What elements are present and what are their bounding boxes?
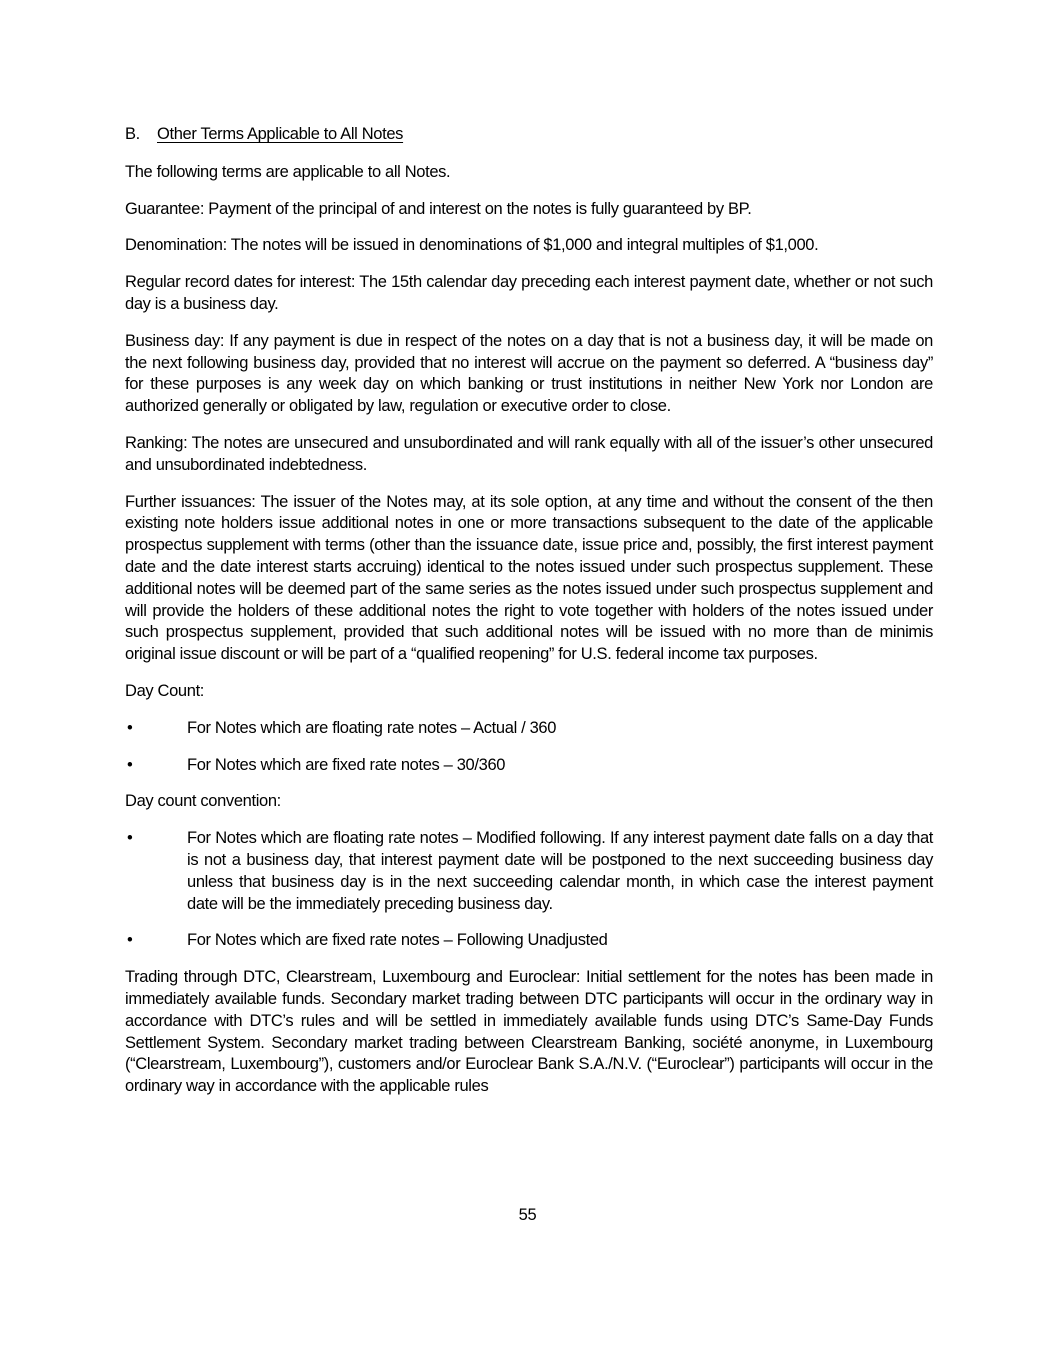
convention-bullet-fixed bbox=[125, 930, 933, 952]
trading-paragraph: Trading through DTC, Clearstream, Luxembourg and Euroclear: Initial settlement for the notes has been made in immediately available funds. Secondary market trading between DTC participants will occur in the ordinary way in accordance with DTC’s rules and will be settled in immediately available funds using DTC’s Same-Day Funds Settlement System. Secondary market trading between Clearstream Banking, société anonyme, in Luxembourg (“Clearstream, Luxembourg”), customers and/or Euroclear Bank S.A./N.V. (“Euroclear”) participants will occur in the ordinary way in accordance with the applicable rules bbox=[125, 968, 933, 1096]
ranking-paragraph: Ranking: The notes are unsecured and unsubordinated and will rank equally with all of the issuer’s other unsecured and unsubordinated indebtedness. bbox=[125, 433, 933, 474]
record-dates-paragraph: Regular record dates for interest: The 15th calendar day preceding each interest payment date, whether or not such day is a business day. bbox=[125, 273, 933, 313]
convention-bullet-floating bbox=[125, 828, 933, 915]
further-issuances-paragraph: Further issuances: The issuer of the Notes may, at its sole option, at any time and without the consent of the then existing note holders issue additional notes in one or more transactions subsequent to the date of the applicable prospectus supplement with terms (other than the issuance date, issue price and, possibly, the first interest payment date and the date interest starts accruing) identical to the notes issued under such prospectus supplement. These additional notes will be deemed part of the same series as the notes issued under such prospectus supplement and will provide the holders of these additional notes the right to vote together with holders of the notes issued under such prospectus supplement, provided that such additional notes will be issued with no more than de minimis original issue discount or will be part of a “qualified reopening” for U.S. federal income tax purposes. bbox=[125, 492, 933, 664]
bullet-icon: • bbox=[127, 718, 133, 737]
page-content bbox=[125, 124, 933, 1113]
bullet-text: For Notes which are fixed rate notes – 30/360 bbox=[187, 755, 506, 774]
section-letter: B. bbox=[125, 125, 140, 143]
bullet-text: For Notes which are fixed rate notes – Following Unadjusted bbox=[187, 931, 608, 950]
day-count-convention-label: Day count convention: bbox=[125, 792, 281, 811]
page-number: 55 bbox=[518, 1206, 537, 1224]
section-title: Other Terms Applicable to All Notes bbox=[157, 125, 404, 143]
day-count-bullet-floating bbox=[125, 718, 933, 740]
day-count-bullet-fixed bbox=[125, 755, 933, 777]
bullet-text: For Notes which are floating rate notes – Actual / 360 bbox=[187, 718, 557, 737]
denomination-paragraph: Denomination: The notes will be issued in denominations of $1,000 and integral multiples of $1,000. bbox=[125, 236, 819, 255]
intro-paragraph: The following terms are applicable to all Notes. bbox=[125, 162, 451, 181]
day-count-label: Day Count: bbox=[125, 681, 205, 700]
bullet-text: For Notes which are floating rate notes – Modified following. If any interest payment date falls on a day that is not a business day, that interest payment date will be postponed to the next succeeding business day unless that business day is in the next succeeding calendar month, in which case the interest payment date will be the immediately preceding business day. bbox=[187, 829, 933, 913]
bullet-icon: • bbox=[127, 755, 133, 774]
business-day-paragraph: Business day: If any payment is due in respect of the notes on a day that is not a business day, it will be made on the next following business day, provided that no interest will accrue on the payment so deferred. A “business day” for these purposes is any week day on which banking or trust institutions in neither New York nor London are authorized generally or obligated by law, regulation or executive order to close. bbox=[125, 331, 933, 416]
guarantee-paragraph: Guarantee: Payment of the principal of and interest on the notes is fully guaranteed by BP. bbox=[125, 199, 752, 218]
section-heading bbox=[125, 124, 933, 146]
bullet-icon: • bbox=[127, 829, 133, 848]
bullet-icon: • bbox=[127, 931, 133, 950]
